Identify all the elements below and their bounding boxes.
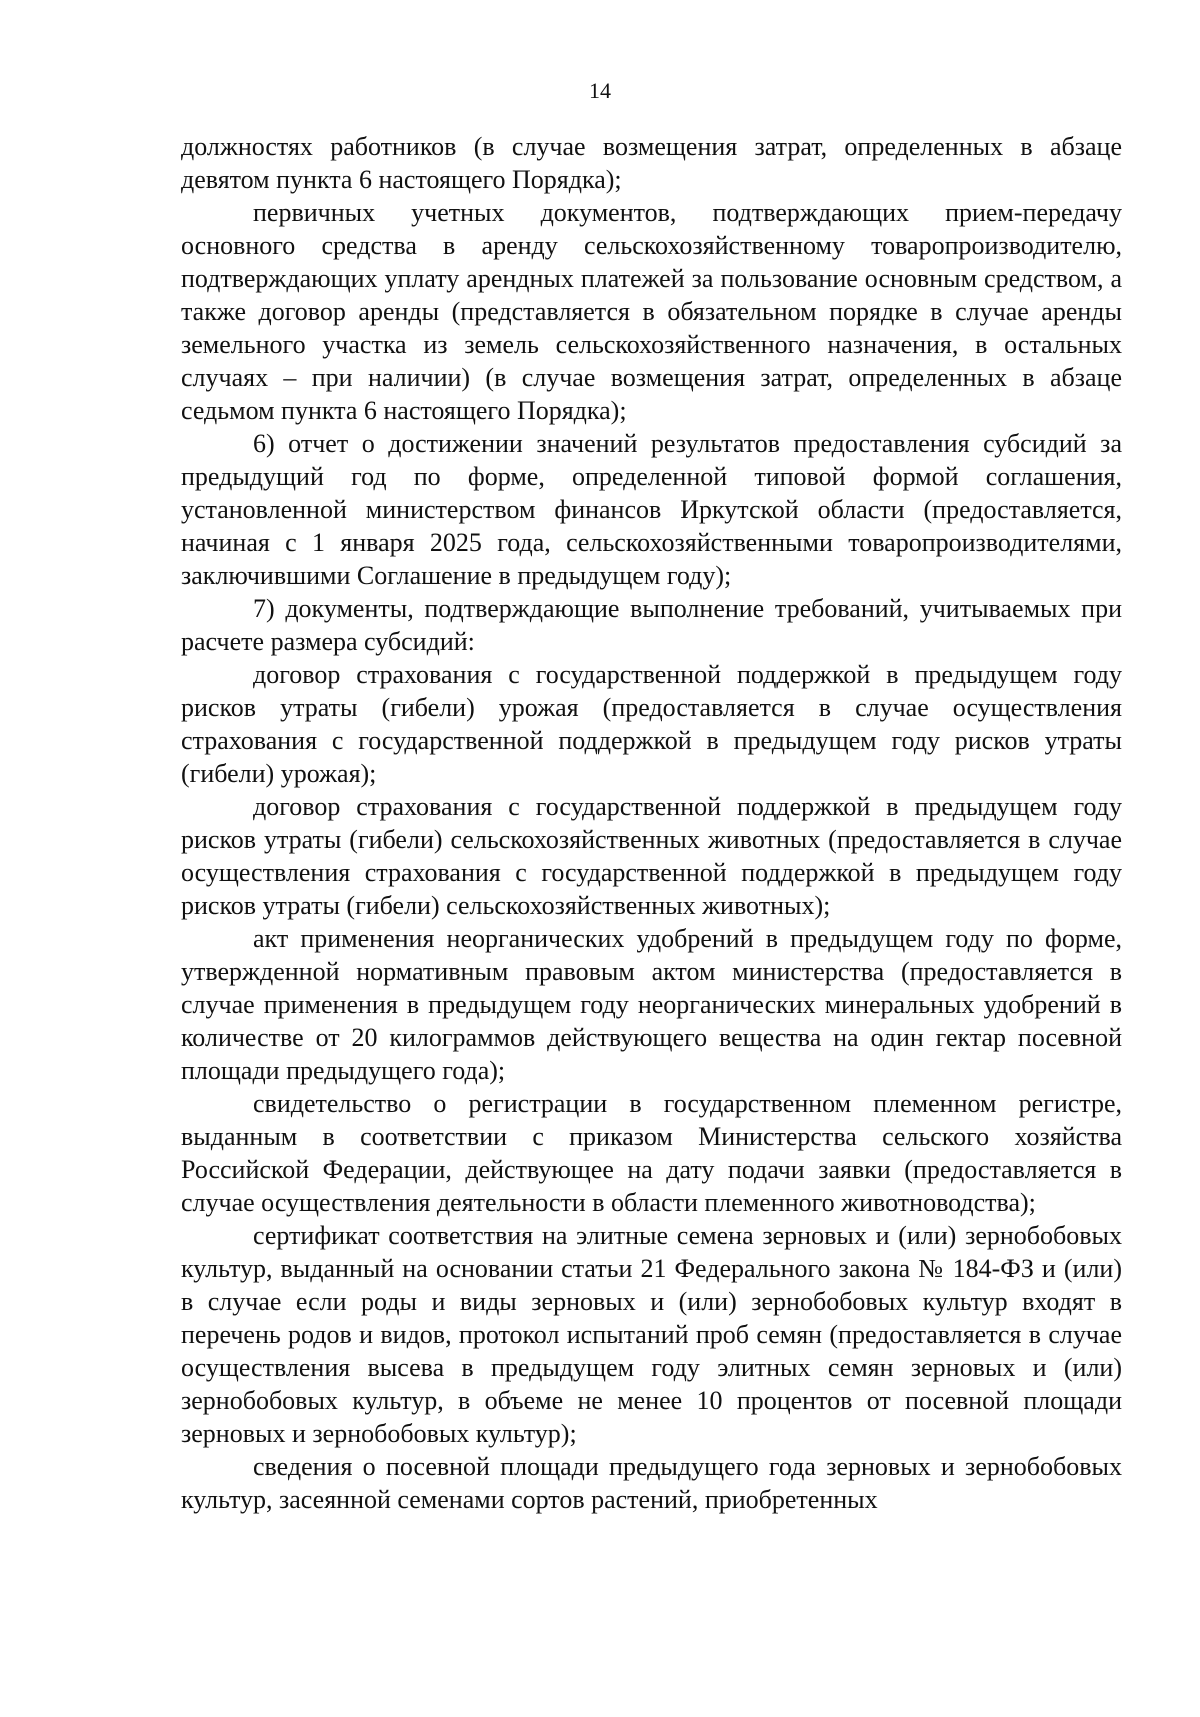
- paragraph-9: сертификат соответствия на элитные семена зерновых и (или) зернобобовых культур, выданный на основании статьи 21 Федерального закона № 184-ФЗ и (или) в случае если роды и виды зерновых и (или) зернобобовых культур входят в перечень родов и видов, протокол испытаний проб семян (предоставляется в случае осуществления высева в предыдущем году элитных семян зерновых и (или) зернобобовых культур, в объеме не менее 10 процентов от посевной площади зерновых и зернобобовых культур);: [181, 1221, 1122, 1448]
- paragraph-2: первичных учетных документов, подтверждающих прием-передачу основного средства в аренду сельскохозяйственному товаропроизводителю, подтверждающих уплату арендных платежей за пользование основным средством, а также договор аренды (представляется в обязательном порядке в случае аренды земельного участка из земель сельскохозяйственного назначения, в остальных случаях – при наличии) (в случае возмещения затрат, определенных в абзаце седьмом пункта 6 настоящего Порядка);: [181, 198, 1122, 425]
- paragraph-8: свидетельство о регистрации в государственном племенном регистре, выданным в соответствии с приказом Министерства сельского хозяйства Российской Федерации, действующее на дату подачи заявки (предоставляется в случае осуществления деятельности в области племенного животноводства);: [181, 1089, 1122, 1217]
- paragraph-1: должностях работников (в случае возмещения затрат, определенных в абзаце девятом пункта 6 настоящего Порядка);: [181, 132, 1122, 194]
- document-body: [181, 130, 1122, 1516]
- page-number: 14: [589, 78, 611, 103]
- paragraph-5: договор страхования с государственной поддержкой в предыдущем году рисков утраты (гибели) урожая (предоставляется в случае осуществления страхования с государственной поддержкой в предыдущем году рисков утраты (гибели) урожая);: [181, 660, 1122, 788]
- paragraph-7: акт применения неорганических удобрений в предыдущем году по форме, утвержденной нормативным правовым актом министерства (предоставляется в случае применения в предыдущем году неорганических минеральных удобрений в количестве от 20 килограммов действующего вещества на один гектар посевной площади предыдущего года);: [181, 924, 1122, 1085]
- paragraph-3: 6) отчет о достижении значений результатов предоставления субсидий за предыдущий год по форме, определенной типовой формой соглашения, установленной министерством финансов Иркутской области (предоставляется, начиная с 1 января 2025 года, сельскохозяйственными товаропроизводителями, заключившими Соглашение в предыдущем году);: [181, 429, 1122, 590]
- paragraph-6: договор страхования с государственной поддержкой в предыдущем году рисков утраты (гибели) сельскохозяйственных животных (предоставляется в случае осуществления страхования с государственной поддержкой в предыдущем году рисков утраты (гибели) сельскохозяйственных животных);: [181, 792, 1122, 920]
- paragraph-10: сведения о посевной площади предыдущего года зерновых и зернобобовых культур, засеянной семенами сортов растений, приобретенных: [181, 1452, 1122, 1514]
- paragraph-4: 7) документы, подтверждающие выполнение требований, учитываемых при расчете размера субсидий:: [181, 594, 1122, 656]
